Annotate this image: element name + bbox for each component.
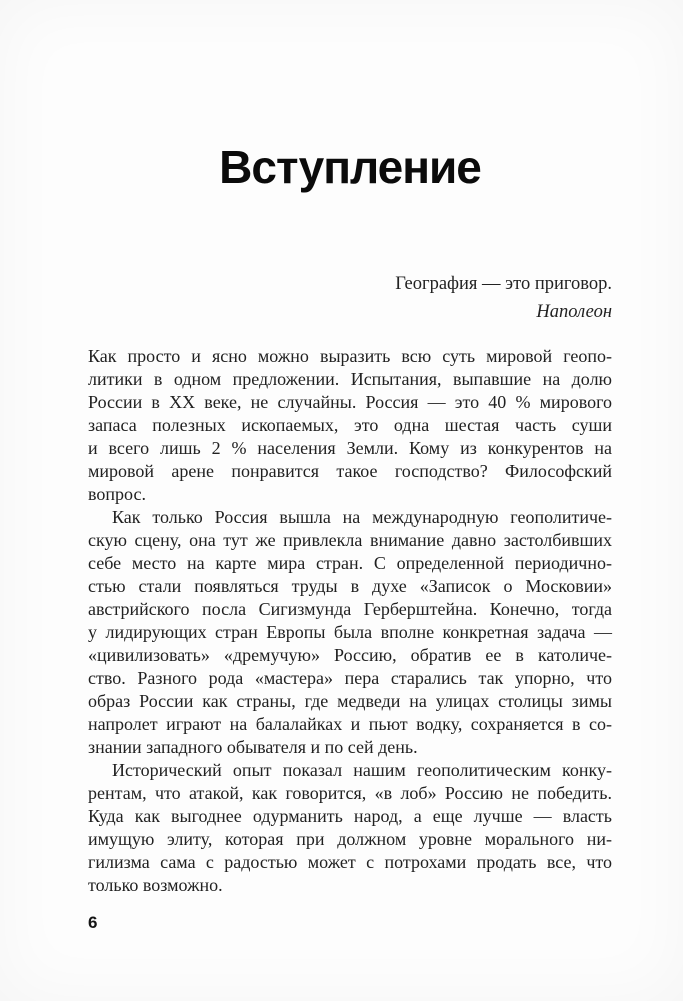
epigraph-quote: География — это приговор. [395, 274, 612, 294]
body-line: гилизма сама с радостью может с потрохами продать все, что [88, 852, 612, 872]
chapter-title: Вступление [219, 140, 481, 193]
body-line: стью стали появляться труды в духе «Записок о Московии» [88, 576, 612, 596]
body-line: имущую элиту, которая при должном уровне морального ни- [88, 829, 612, 849]
body-line: только возможно. [88, 875, 223, 895]
body-line: «цивилизовать» «дремучую» Россию, обратив ее в католиче- [88, 645, 612, 665]
body-line: скую сцену, она тут же привлекла внимание давно застолбивших [88, 530, 612, 550]
body-line: мировой арене понравится такое господство? Философский [88, 461, 612, 481]
body-line: вопрос. [88, 484, 146, 504]
body-text [88, 345, 612, 897]
page-number: 6 [88, 913, 98, 932]
body-line: у лидирующих стран Европы была вполне конкретная задача — [88, 622, 612, 642]
body-line: напролет играют на балалайках и пьют водку, сохраняется в со- [88, 714, 612, 734]
body-line: образ России как страны, где медведи на улицах столицы зимы [88, 691, 612, 711]
body-line: Куда как выгоднее одурманить народ, а еще лучше — власть [88, 806, 612, 826]
body-line: и всего лишь 2 % населения Земли. Кому из конкурентов на [88, 438, 612, 458]
body-line: ство. Разного рода «мастера» пера старались так упорно, что [88, 668, 612, 688]
epigraph-author: Наполеон [536, 302, 612, 322]
body-line: знании западного обывателя и по сей день. [88, 737, 418, 757]
body-line: австрийского посла Сигизмунда Герберштейна. Конечно, тогда [88, 599, 612, 619]
body-line: Исторический опыт показал нашим геополитическим конку- [112, 760, 612, 780]
epigraph [88, 270, 612, 326]
body-line: Как только Россия вышла на международную геополитиче- [112, 507, 612, 527]
body-line: запаса полезных ископаемых, это одна шестая часть суши [88, 415, 612, 435]
body-line: себе место на карте мира стран. С определенной периодично- [88, 553, 612, 573]
body-line: литики в одном предложении. Испытания, выпавшие на долю [88, 369, 612, 389]
body-line: рентам, что атакой, как говорится, «в лоб» Россию не победить. [88, 783, 612, 803]
body-line: России в XX веке, не случайны. Россия — это 40 % мирового [88, 392, 612, 412]
body-line: Как просто и ясно можно выразить всю суть мировой геопо- [88, 346, 612, 366]
